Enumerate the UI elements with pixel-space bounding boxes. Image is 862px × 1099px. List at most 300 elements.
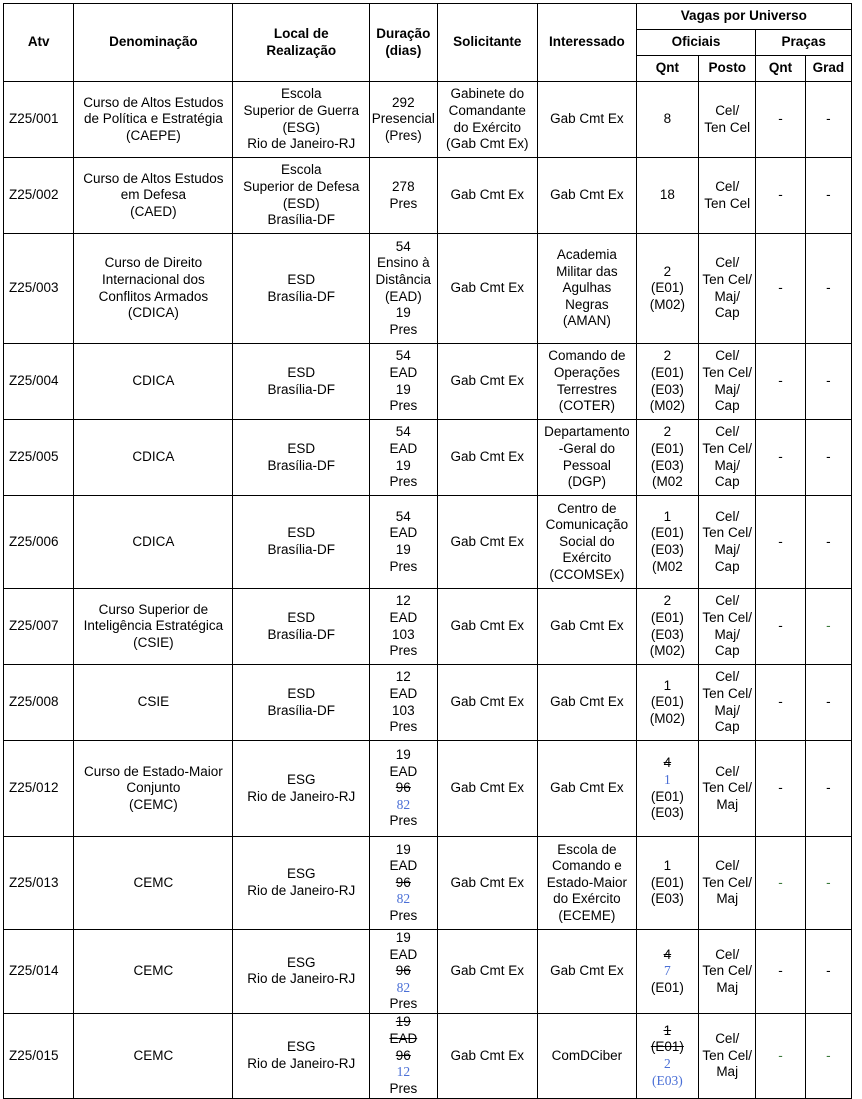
pracas-grad-cell: - [805, 589, 851, 665]
denominacao-line: (CEMC) [128, 796, 178, 812]
solicitante-line: Gab Cmt Ex [450, 780, 525, 796]
qnt-line: (E01) [650, 609, 684, 625]
qnt-line: (E03) [650, 542, 684, 557]
duracao-line: Distância [375, 271, 432, 287]
oficiais-qnt-cell [636, 589, 698, 665]
posto-line: Cel/ [715, 593, 740, 609]
qnt-line: (E01) [650, 280, 684, 296]
duracao-cell [370, 665, 437, 741]
duracao-line: EAD [389, 946, 418, 962]
interessado-cell [538, 837, 637, 930]
posto-line: Cap [714, 398, 740, 414]
interessado-cell [538, 496, 637, 589]
posto-line: Cap [714, 305, 740, 321]
qnt-line: 2 [663, 424, 672, 440]
pracas-qnt-cell: - [756, 1013, 805, 1098]
header-oficiais-qnt: Qnt [636, 56, 698, 82]
oficiais-posto-cell [699, 741, 756, 837]
table-row [4, 837, 852, 930]
denominacao-cell [74, 344, 233, 420]
local-line: Brasília-DF [267, 212, 335, 228]
qnt-line: 8 [663, 111, 672, 127]
duracao-line: 19 [395, 1014, 411, 1030]
table-row [4, 665, 852, 741]
posto-line: Cel/ [715, 858, 740, 874]
interessado-line: Estado-Maior [546, 874, 628, 890]
solicitante-line: Gab Cmt Ex [450, 618, 525, 634]
solicitante-line: Gab Cmt Ex [450, 874, 525, 890]
denominacao-line: Conflitos Armados [98, 288, 209, 304]
qnt-line: (M02) [649, 643, 685, 659]
duracao-line: 96 [395, 780, 411, 796]
header-vagas: Vagas por Universo [636, 4, 851, 30]
table-row [4, 496, 852, 589]
duracao-line: 103 [392, 626, 415, 642]
oficiais-posto-cell [699, 665, 756, 741]
duracao-line: EAD [389, 685, 418, 701]
posto-line: Ten Cel [704, 195, 751, 211]
header-duracao-line: (dias) [385, 42, 422, 58]
local-line: Rio de Janeiro-RJ [247, 788, 356, 804]
local-line: ESD [287, 609, 316, 625]
interessado-line: Negras [565, 296, 609, 312]
denominacao-line: (CSIE) [133, 634, 174, 650]
table-row [4, 158, 852, 234]
posto-line: Cel/ [715, 946, 740, 962]
denominacao-line: CEMC [133, 963, 174, 979]
local-line: ESG [286, 954, 316, 970]
duracao-line: (Pres) [384, 127, 422, 143]
posto-line: Cap [714, 558, 740, 574]
duracao-line: 292 [392, 94, 415, 110]
interessado-line: Agulhas [562, 280, 612, 296]
interessado-line: Comando de [548, 348, 626, 364]
interessado-line: Comando e [551, 858, 622, 874]
duracao-line: 54 [395, 424, 411, 440]
oficiais-qnt-cell [636, 420, 698, 496]
pracas-qnt-cell: - [756, 589, 805, 665]
interessado-line: (COTER) [558, 398, 615, 414]
interessado-line: Gab Cmt Ex [550, 111, 624, 127]
denominacao-line: CDICA [132, 373, 175, 389]
interessado-line: Gab Cmt Ex [550, 963, 624, 979]
posto-line: Cel/ [715, 102, 740, 118]
solicitante-line: Gab Cmt Ex [450, 373, 525, 389]
interessado-line: Social do [559, 533, 615, 549]
oficiais-qnt-cell [636, 837, 698, 930]
local-line: ESD [287, 271, 316, 287]
header-pracas-grad: Grad [805, 56, 851, 82]
qnt-line: (M02 [651, 474, 683, 490]
header-local-line: Realização [266, 42, 337, 58]
local-line: Brasília-DF [267, 626, 335, 642]
duracao-line: Pres [389, 907, 418, 923]
local-cell [233, 82, 370, 158]
local-line: ESD [287, 525, 316, 541]
duracao-cell [370, 420, 437, 496]
qnt-line: (E03) [650, 457, 684, 473]
local-line: Superior de Guerra [243, 102, 359, 118]
pracas-grad-cell: - [805, 1013, 851, 1098]
solicitante-line: Comandante [448, 102, 526, 118]
oficiais-qnt-cell [636, 930, 698, 1014]
denominacao-cell [74, 82, 233, 158]
atv-cell: Z25/006 [4, 496, 74, 589]
local-cell [233, 420, 370, 496]
qnt-line: 2 [663, 1055, 671, 1071]
posto-line: Maj/ [714, 626, 740, 642]
pracas-qnt-cell: - [756, 234, 805, 344]
solicitante-cell [437, 589, 538, 665]
solicitante-cell [437, 930, 538, 1014]
local-line: Escola [280, 162, 322, 178]
table-row [4, 741, 852, 837]
denominacao-line: Curso de Altos Estudos [83, 170, 224, 186]
oficiais-posto-cell [699, 496, 756, 589]
local-cell [233, 1013, 370, 1098]
header-pracas: Praças [756, 30, 852, 56]
solicitante-cell [437, 837, 538, 930]
atv-cell: Z25/013 [4, 837, 74, 930]
posto-line: Maj/ [714, 381, 740, 397]
posto-line: Maj [716, 796, 739, 812]
duracao-line: EAD [389, 609, 418, 625]
qnt-line: (M02 [651, 558, 683, 574]
duracao-cell [370, 82, 437, 158]
atv-cell: Z25/014 [4, 930, 74, 1014]
denominacao-line: Internacional dos [101, 271, 205, 287]
local-line: ESD [287, 685, 316, 701]
interessado-line: Centro de [557, 500, 617, 516]
solicitante-line: Gab Cmt Ex [450, 449, 525, 465]
qnt-line: 1 [663, 858, 672, 874]
interessado-line: Comunicação [545, 517, 629, 533]
posto-line: Maj/ [714, 542, 740, 557]
local-line: Brasília-DF [267, 542, 335, 557]
atv-cell: Z25/012 [4, 741, 74, 837]
local-line: Brasília-DF [267, 381, 335, 397]
duracao-cell [370, 930, 437, 1014]
interessado-line: Academia [556, 247, 617, 263]
interessado-line: Gab Cmt Ex [550, 694, 624, 710]
local-line: Rio de Janeiro-RJ [247, 136, 356, 152]
pracas-grad-cell: - [805, 344, 851, 420]
local-cell [233, 741, 370, 837]
interessado-line: Gab Cmt Ex [550, 780, 624, 796]
local-cell [233, 344, 370, 420]
duracao-line: 54 [395, 508, 411, 524]
denominacao-line: CDICA [132, 533, 175, 549]
pracas-qnt-cell: - [756, 158, 805, 234]
qnt-line: 2 [663, 263, 672, 279]
pracas-qnt-cell: - [756, 420, 805, 496]
qnt-line: (E03) [650, 891, 684, 907]
qnt-line: (E01) [650, 1039, 684, 1055]
oficiais-qnt-cell [636, 82, 698, 158]
pracas-grad-cell: - [805, 837, 851, 930]
atv-cell: Z25/005 [4, 420, 74, 496]
local-line: Brasília-DF [267, 702, 335, 718]
interessado-line: Gab Cmt Ex [550, 187, 624, 203]
duracao-line: Pres [389, 719, 418, 735]
interessado-cell [538, 589, 637, 665]
interessado-line: Exército [562, 550, 612, 566]
oficiais-posto-cell [699, 837, 756, 930]
posto-line: Maj/ [714, 288, 740, 304]
posto-line: Ten Cel/ [702, 1047, 752, 1063]
table-body [4, 82, 852, 1099]
oficiais-posto-cell [699, 420, 756, 496]
interessado-line: (ECEME) [558, 907, 616, 923]
denominacao-cell [74, 741, 233, 837]
denominacao-line: CEMC [133, 1047, 174, 1063]
qnt-line: 2 [663, 348, 672, 364]
duracao-line: Pres [389, 195, 418, 211]
denominacao-line: Curso de Direito [104, 255, 203, 271]
posto-line: Ten Cel/ [702, 780, 752, 796]
denominacao-line: (CAED) [130, 203, 177, 219]
oficiais-posto-cell [699, 589, 756, 665]
table-row [4, 420, 852, 496]
interessado-cell [538, 82, 637, 158]
interessado-cell [538, 741, 637, 837]
interessado-line: (AMAN) [562, 313, 611, 329]
local-line: Escola [280, 86, 322, 102]
header-duracao-line: Duração [376, 25, 431, 41]
posto-line: Maj/ [714, 702, 740, 718]
header-oficiais: Oficiais [636, 30, 756, 56]
interessado-line: -Geral do [558, 440, 616, 456]
qnt-line: (M02) [649, 296, 685, 312]
posto-line: Ten Cel/ [702, 364, 752, 380]
denominacao-line: Curso de Estado-Maior [83, 763, 223, 779]
local-line: (ESD) [282, 195, 320, 211]
atv-cell: Z25/007 [4, 589, 74, 665]
oficiais-qnt-cell [636, 234, 698, 344]
table-row [4, 344, 852, 420]
duracao-line: 19 [395, 930, 411, 945]
oficiais-posto-cell [699, 82, 756, 158]
pracas-grad-cell: - [805, 665, 851, 741]
qnt-line: (E01) [650, 525, 684, 541]
denominacao-cell [74, 930, 233, 1014]
qnt-line: (E01) [650, 694, 684, 710]
qnt-line: (M02) [649, 710, 685, 726]
pracas-grad-cell: - [805, 82, 851, 158]
interessado-cell [538, 930, 637, 1014]
atv-cell: Z25/003 [4, 234, 74, 344]
oficiais-posto-cell [699, 344, 756, 420]
duracao-line: 96 [395, 874, 411, 890]
denominacao-line: de Política e Estratégia [83, 111, 223, 127]
oficiais-qnt-cell [636, 158, 698, 234]
posto-line: Cel/ [715, 508, 740, 524]
posto-line: Cel/ [715, 255, 740, 271]
duracao-line: 12 [395, 593, 411, 609]
duracao-line: (EAD) [384, 288, 422, 304]
pracas-grad-cell: - [805, 234, 851, 344]
posto-line: Cap [714, 719, 740, 735]
solicitante-cell [437, 234, 538, 344]
header-interessado: Interessado [538, 4, 637, 82]
local-cell [233, 234, 370, 344]
denominacao-cell [74, 158, 233, 234]
local-cell [233, 496, 370, 589]
table-row [4, 82, 852, 158]
interessado-line: Pessoal [562, 457, 611, 473]
posto-line: Ten Cel/ [702, 685, 752, 701]
oficiais-qnt-cell [636, 741, 698, 837]
qnt-line: 1 [663, 1022, 672, 1038]
interessado-line: Gab Cmt Ex [550, 618, 624, 634]
local-line: Rio de Janeiro-RJ [247, 883, 356, 898]
duracao-line: EAD [389, 858, 418, 874]
local-line: Rio de Janeiro-RJ [247, 971, 356, 987]
qnt-line: (E01) [650, 364, 684, 380]
duracao-cell [370, 496, 437, 589]
denominacao-cell [74, 1013, 233, 1098]
table-row [4, 234, 852, 344]
posto-line: Ten Cel/ [702, 271, 752, 287]
duracao-line: EAD [389, 440, 418, 456]
qnt-line: 18 [659, 187, 675, 203]
denominacao-line: Conjunto [126, 780, 181, 796]
local-line: ESG [286, 1039, 316, 1055]
duracao-line: 82 [396, 891, 411, 907]
interessado-line: ComDCiber [551, 1047, 623, 1063]
solicitante-line: Gabinete do [450, 86, 525, 102]
table-row [4, 930, 852, 1014]
local-cell [233, 158, 370, 234]
posto-line: Cel/ [715, 669, 740, 685]
duracao-line: 96 [395, 1047, 411, 1063]
posto-line: Ten Cel/ [702, 874, 752, 890]
pracas-grad-cell: - [805, 741, 851, 837]
pracas-qnt-cell: - [756, 344, 805, 420]
table-row [4, 1013, 852, 1098]
denominacao-line: Curso Superior de [98, 601, 209, 617]
duracao-line: Ensino à [377, 255, 430, 271]
posto-line: Maj [716, 979, 739, 995]
local-line: Brasília-DF [267, 288, 335, 304]
posto-line: Cel/ [715, 1031, 740, 1047]
posto-line: Cap [714, 643, 740, 659]
duracao-line: Pres [389, 321, 418, 337]
pracas-grad-cell: - [805, 496, 851, 589]
local-line: Brasília-DF [267, 457, 335, 473]
pracas-qnt-cell: - [756, 82, 805, 158]
duracao-cell [370, 158, 437, 234]
interessado-line: Militar das [556, 263, 618, 279]
duracao-cell [370, 589, 437, 665]
pracas-qnt-cell: - [756, 665, 805, 741]
local-line: ESD [287, 440, 316, 456]
solicitante-cell [437, 1013, 538, 1098]
denominacao-line: Curso de Altos Estudos [83, 94, 224, 110]
qnt-line: (E01) [650, 874, 684, 890]
duracao-cell [370, 344, 437, 420]
qnt-line: 2 [663, 593, 672, 609]
qnt-line: (E03) [650, 626, 684, 642]
oficiais-qnt-cell [636, 344, 698, 420]
duracao-line: 19 [395, 381, 411, 397]
interessado-cell [538, 665, 637, 741]
posto-line: Cel/ [715, 424, 740, 440]
vagas-table [3, 3, 852, 1099]
duracao-line: 19 [395, 457, 411, 473]
solicitante-line: Gab Cmt Ex [450, 963, 525, 979]
denominacao-cell [74, 665, 233, 741]
duracao-line: EAD [389, 364, 418, 380]
pracas-grad-cell: - [805, 930, 851, 1014]
pracas-grad-cell: - [805, 158, 851, 234]
local-line: ESD [287, 364, 316, 380]
duracao-line: 82 [396, 979, 411, 995]
duracao-cell [370, 837, 437, 930]
qnt-line: 7 [663, 963, 671, 979]
qnt-line: 1 [663, 677, 672, 693]
duracao-line: Pres [389, 1080, 418, 1096]
solicitante-cell [437, 496, 538, 589]
solicitante-line: Gab Cmt Ex [450, 280, 525, 296]
duracao-line: 19 [395, 747, 411, 763]
duracao-line: 54 [395, 238, 411, 254]
duracao-cell [370, 741, 437, 837]
duracao-line: 96 [395, 963, 411, 979]
denominacao-cell [74, 234, 233, 344]
atv-cell: Z25/002 [4, 158, 74, 234]
denominacao-line: (CDICA) [127, 305, 179, 321]
denominacao-line: CDICA [132, 449, 175, 465]
denominacao-cell [74, 420, 233, 496]
local-line: Superior de Defesa [243, 178, 360, 194]
duracao-line: EAD [389, 763, 418, 779]
local-line: ESG [286, 771, 316, 787]
interessado-line: do Exército [553, 891, 621, 907]
denominacao-cell [74, 496, 233, 589]
pracas-grad-cell: - [805, 420, 851, 496]
duracao-line: 103 [392, 702, 415, 718]
posto-line: Cap [714, 474, 740, 490]
pracas-qnt-cell: - [756, 930, 805, 1014]
solicitante-line: Gab Cmt Ex [450, 694, 525, 710]
posto-line: Maj [716, 1064, 739, 1080]
posto-line: Ten Cel/ [702, 525, 752, 541]
header-duracao [370, 4, 437, 82]
posto-line: Cel/ [715, 348, 740, 364]
interessado-line: Escola de [557, 841, 617, 857]
oficiais-posto-cell [699, 234, 756, 344]
oficiais-qnt-cell [636, 496, 698, 589]
local-cell [233, 930, 370, 1014]
solicitante-line: Gab Cmt Ex [450, 1047, 525, 1063]
solicitante-line: (Gab Cmt Ex) [446, 136, 529, 152]
qnt-line: 1 [663, 771, 671, 787]
denominacao-line: (CAEPE) [125, 127, 181, 143]
interessado-cell [538, 420, 637, 496]
local-line: ESG [286, 866, 316, 882]
qnt-line: (E03) [650, 805, 684, 821]
header-solicitante: Solicitante [437, 4, 538, 82]
qnt-line: 1 [663, 508, 672, 524]
atv-cell: Z25/008 [4, 665, 74, 741]
duracao-line: Pres [389, 643, 418, 659]
denominacao-line: em Defesa [120, 187, 186, 203]
qnt-line: 4 [663, 946, 672, 962]
oficiais-posto-cell [699, 930, 756, 1014]
duracao-line: Pres [389, 996, 418, 1012]
duracao-line: EAD [389, 1031, 418, 1047]
